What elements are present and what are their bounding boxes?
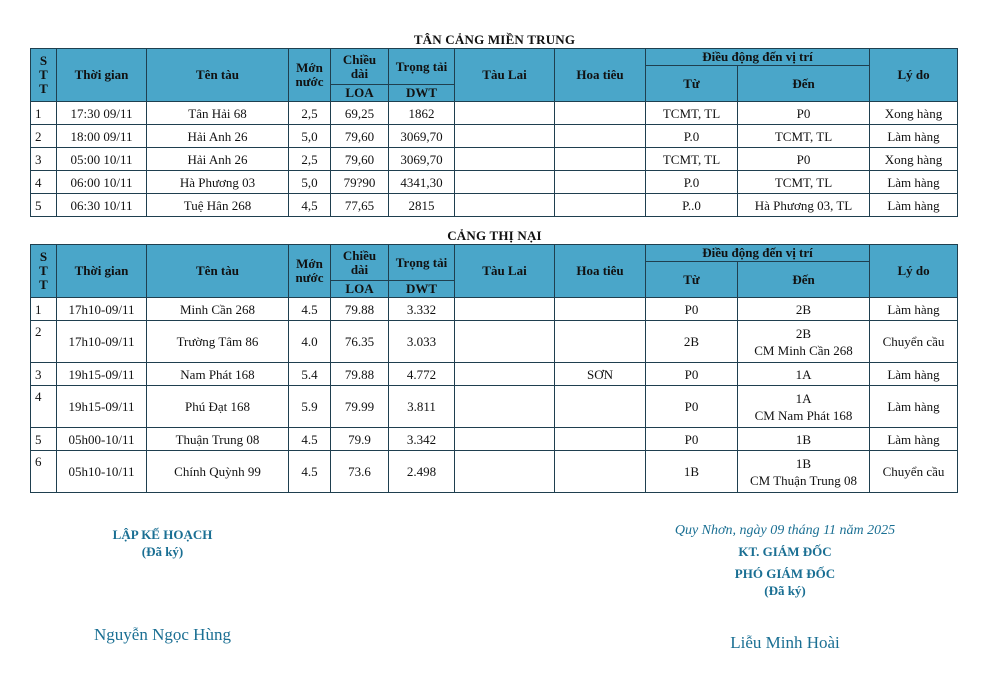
header-ten-tau: Tên tàu [147,49,289,102]
header-tu: Từ [646,262,738,298]
cell-from: TCMT, TL [646,148,738,171]
cell-tug [455,451,555,493]
cell-draft: 4.5 [289,428,331,451]
cell-to-line1: 2B [795,325,812,341]
signature-right-role1: KT. GIÁM ĐỐC [738,544,832,559]
section-title-tan-cang: TÂN CẢNG MIỀN TRUNG [413,32,576,47]
cell-tug [455,428,555,451]
cell-to-line1: 1B [795,431,812,447]
cell-draft: 5,0 [289,171,331,194]
cell-dwt: 3.811 [389,386,455,428]
cell-stt: 2 [31,125,57,148]
cell-stt: 1 [31,298,57,321]
cell-reason: Làm hàng [870,428,958,451]
cell-from: P0 [646,386,738,428]
cell-pilot [555,298,646,321]
cell-dwt: 2.498 [389,451,455,493]
cell-to [738,298,870,321]
cell-stt: 5 [31,428,57,451]
cell-to-line1: 1B [795,455,812,471]
table-row [31,321,958,363]
header-mon-nuoc: Mớn nước [289,245,331,298]
table-header [31,245,958,298]
cell-pilot [555,102,646,125]
cell-pilot [555,194,646,217]
header-dieu-dong: Điều động đến vị trí [646,49,870,66]
cell-to-line1: 2B [795,301,812,317]
cell-from: 1B [646,451,738,493]
cell-from: P0 [646,298,738,321]
cell-loa: 79?90 [331,171,389,194]
cell-to-line1: 1A [795,390,812,406]
header-thoi-gian: Thời gian [57,49,147,102]
cell-draft: 5,0 [289,125,331,148]
cell-stt: 3 [31,363,57,386]
cell-pilot [555,451,646,493]
cell-pilot [555,125,646,148]
header-den: Đến [738,262,870,298]
cell-ship: Tân Hải 68 [147,102,289,125]
cell-tug [455,363,555,386]
cell-stt: 4 [31,386,57,428]
table-row [31,298,958,321]
cell-loa: 76.35 [331,321,389,363]
cell-from: P0 [646,428,738,451]
header-stt: S T T [31,245,57,298]
cell-tug [455,102,555,125]
cell-pilot [555,148,646,171]
cell-reason: Làm hàng [870,363,958,386]
header-thoi-gian: Thời gian [57,245,147,298]
cell-stt: 5 [31,194,57,217]
cell-tug [455,171,555,194]
cell-dwt: 3069,70 [389,125,455,148]
table-row [31,194,958,217]
cell-ship: Nam Phát 168 [147,363,289,386]
cell-ship: Hải Anh 26 [147,148,289,171]
cell-dwt: 4.772 [389,363,455,386]
cell-pilot [555,428,646,451]
cell-ship: Chính Quỳnh 99 [147,451,289,493]
cell-to [738,451,870,493]
cell-reason: Chuyển cầu [870,321,958,363]
cell-time: 06:00 10/11 [57,171,147,194]
cell-from: TCMT, TL [646,102,738,125]
header-trong-tai: Trọng tải [389,245,455,281]
cell-time: 17h10-09/11 [57,298,147,321]
cell-time: 19h15-09/11 [57,386,147,428]
cell-tug [455,386,555,428]
cell-to-line2: CM Nam Phát 168 [754,407,853,423]
signature-left-name: Nguyễn Ngọc Hùng [94,625,231,644]
cell-ship: Phú Đạt 168 [147,386,289,428]
cell-reason: Làm hàng [870,125,958,148]
cell-dwt: 3.342 [389,428,455,451]
table-row [31,386,958,428]
header-dieu-dong: Điều động đến vị trí [646,245,870,262]
cell-draft: 2,5 [289,148,331,171]
cell-dwt: 1862 [389,102,455,125]
schedule-table-tan-cang [30,48,958,217]
cell-tug [455,125,555,148]
cell-draft: 4.5 [289,298,331,321]
cell-draft: 4.5 [289,451,331,493]
cell-stt: 6 [31,451,57,493]
section-title-thi-nai: CẢNG THỊ NẠI [447,228,542,243]
cell-loa: 69,25 [331,102,389,125]
schedule-table-thi-nai [30,244,958,493]
cell-reason: Chuyển cầu [870,451,958,493]
cell-draft: 5.9 [289,386,331,428]
cell-tug [455,298,555,321]
cell-ship: Hà Phương 03 [147,171,289,194]
cell-stt: 3 [31,148,57,171]
cell-loa: 79.99 [331,386,389,428]
header-ly-do: Lý do [870,49,958,102]
cell-tug [455,194,555,217]
cell-pilot [555,321,646,363]
cell-reason: Xong hàng [870,102,958,125]
cell-reason: Làm hàng [870,386,958,428]
cell-stt: 2 [31,321,57,363]
cell-to-line2: CM Thuận Trung 08 [749,472,858,488]
cell-to [738,321,870,363]
header-tau-lai: Tàu Lai [455,49,555,102]
cell-to: P0 [738,148,870,171]
cell-to-line1: 1A [795,366,812,382]
cell-to [738,428,870,451]
header-loa: LOA [331,281,389,298]
header-tu: Từ [646,66,738,102]
cell-time: 17:30 09/11 [57,102,147,125]
header-dwt: DWT [389,281,455,298]
cell-reason: Làm hàng [870,298,958,321]
cell-draft: 4.0 [289,321,331,363]
cell-time: 17h10-09/11 [57,321,147,363]
header-stt: S T T [31,49,57,102]
cell-from: P..0 [646,194,738,217]
header-chieu-dai: Chiều dài [331,49,389,85]
cell-dwt: 3.332 [389,298,455,321]
cell-from: P.0 [646,125,738,148]
cell-from: P0 [646,363,738,386]
header-den: Đến [738,66,870,102]
cell-time: 19h15-09/11 [57,363,147,386]
cell-time: 06:30 10/11 [57,194,147,217]
table-row [31,148,958,171]
table-row [31,451,958,493]
signature-right-role2: PHÓ GIÁM ĐỐC [734,566,836,581]
table-row [31,102,958,125]
cell-to [738,363,870,386]
cell-time: 05h10-10/11 [57,451,147,493]
table-row [31,171,958,194]
cell-reason: Làm hàng [870,194,958,217]
header-loa: LOA [331,85,389,102]
cell-to: TCMT, TL [738,125,870,148]
header-hoa-tieu: Hoa tiêu [555,49,646,102]
signature-right-name: Liễu Minh Hoài [730,633,840,652]
header-hoa-tieu: Hoa tiêu [555,245,646,298]
cell-loa: 79.88 [331,363,389,386]
header-mon-nuoc: Mớn nước [289,49,331,102]
cell-draft: 5.4 [289,363,331,386]
cell-dwt: 3069,70 [389,148,455,171]
header-chieu-dai: Chiều dài [331,245,389,281]
cell-tug [455,148,555,171]
cell-loa: 79,60 [331,148,389,171]
cell-reason: Xong hàng [870,148,958,171]
cell-pilot [555,171,646,194]
header-dwt: DWT [389,85,455,102]
cell-ship: Trường Tâm 86 [147,321,289,363]
cell-draft: 2,5 [289,102,331,125]
cell-to-line2: CM Minh Cần 268 [754,342,853,358]
cell-loa: 73.6 [331,451,389,493]
cell-dwt: 4341,30 [389,171,455,194]
cell-pilot: SƠN [555,363,646,386]
table-row [31,125,958,148]
header-ten-tau: Tên tàu [147,245,289,298]
table-header [31,49,958,102]
cell-ship: Minh Cần 268 [147,298,289,321]
cell-ship: Thuận Trung 08 [147,428,289,451]
cell-reason: Làm hàng [870,171,958,194]
signature-left-signed: (Đã ký) [141,544,184,559]
cell-ship: Tuệ Hân 268 [147,194,289,217]
cell-to: Hà Phương 03, TL [738,194,870,217]
cell-to: TCMT, TL [738,171,870,194]
signature-right-date: Quy Nhơn, ngày 09 tháng 11 năm 2025 [674,523,896,538]
cell-dwt: 3.033 [389,321,455,363]
cell-time: 18:00 09/11 [57,125,147,148]
signature-right-signed: (Đã ký) [764,583,806,598]
cell-time: 05h00-10/11 [57,428,147,451]
header-ly-do: Lý do [870,245,958,298]
table-row [31,363,958,386]
cell-time: 05:00 10/11 [57,148,147,171]
cell-from: P.0 [646,171,738,194]
cell-draft: 4,5 [289,194,331,217]
cell-to: P0 [738,102,870,125]
cell-pilot [555,386,646,428]
cell-tug [455,321,555,363]
signature-left-role: LẬP KẾ HOẠCH [112,527,213,542]
header-tau-lai: Tàu Lai [455,245,555,298]
table-row [31,428,958,451]
cell-loa: 79,60 [331,125,389,148]
cell-stt: 1 [31,102,57,125]
cell-ship: Hải Anh 26 [147,125,289,148]
cell-stt: 4 [31,171,57,194]
cell-loa: 77,65 [331,194,389,217]
cell-dwt: 2815 [389,194,455,217]
cell-loa: 79.88 [331,298,389,321]
cell-from: 2B [646,321,738,363]
header-trong-tai: Trọng tải [389,49,455,85]
cell-to [738,386,870,428]
cell-loa: 79.9 [331,428,389,451]
